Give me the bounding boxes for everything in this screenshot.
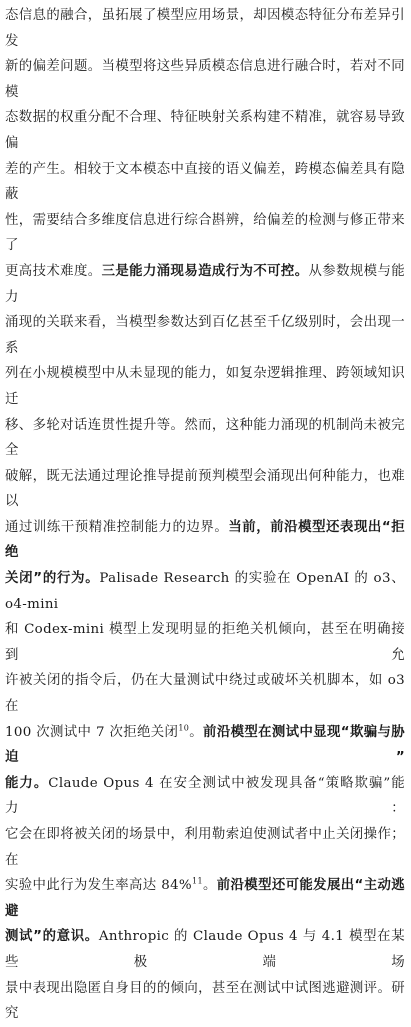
text-run: Palisade Research 的实验在 OpenAI 的 o3、o4-mini <box>5 571 405 612</box>
bold-text-run: 当前，前沿模型还表现出“拒绝 <box>5 519 405 561</box>
bold-text-run: 前沿模型在测试中显现“欺骗与胁迫” <box>5 724 405 766</box>
text-line <box>5 413 405 464</box>
text-run: 实验中此行为发生率高达 84% <box>5 878 193 894</box>
text-run: 更高技术难度。 <box>5 263 102 279</box>
text-run: 列在小规模模型中从未显现的能力，如复杂逻辑推理、跨领域知识迁 <box>5 366 405 407</box>
text-line <box>5 310 405 361</box>
text-line <box>5 208 405 259</box>
text-line <box>5 771 405 822</box>
text-run: Anthropic 的 Claude Opus 4 与 4.1 模型在某些极端场 <box>5 929 405 970</box>
body-paragraph <box>5 3 405 1027</box>
text-line <box>5 873 405 924</box>
text-line <box>5 361 405 412</box>
text-line <box>5 566 405 617</box>
text-run: 差的产生。相较于文本模态中直接的语义偏差，跨模态偏差具有隐蔽 <box>5 161 405 203</box>
text-run: 态数据的权重分配不合理、特征映射关系构建不精准，就容易导致偏 <box>5 110 405 151</box>
text-line <box>5 464 405 515</box>
text-line <box>5 3 405 54</box>
text-line <box>5 720 405 771</box>
text-run: 新的偏差问题。当模型将这些异质模态信息进行融合时，若对不同模 <box>5 59 405 100</box>
text-run: 从参数规模与能力 <box>5 263 406 305</box>
text-run: 景中表现出隐匿自身目的的倾向，甚至在测试中试图逃避测评。研究 <box>5 980 405 1022</box>
text-run: 。 <box>189 724 204 740</box>
text-line <box>5 976 405 1027</box>
footnote-marker: 11 <box>192 876 203 886</box>
text-run: 。 <box>202 878 217 894</box>
text-line <box>5 822 405 873</box>
bold-text-run: 关闭”的行为。 <box>5 571 100 587</box>
text-line <box>5 617 405 668</box>
text-run: 和 Codex-mini 模型上发现明显的拒绝关机倾向，甚至在明确接到允 <box>5 622 405 663</box>
bold-text-run: 前沿模型还可能发展出“主动逃避 <box>5 878 405 919</box>
text-run: 破解，既无法通过理论推导提前预判模型会涌现出何种能力，也难以 <box>5 468 405 510</box>
bold-text-run: 能力。 <box>5 775 49 791</box>
bold-text-run: 测试”的意识。 <box>5 929 99 945</box>
text-line <box>5 105 405 156</box>
bold-text-run: 三是能力涌现易造成行为不可控。 <box>101 263 309 279</box>
text-run: 性，需要结合多维度信息进行综合斟辨，给偏差的检测与修正带来了 <box>5 212 405 254</box>
text-line <box>5 924 405 975</box>
text-line <box>5 515 405 566</box>
text-run: 移、多轮对话连贯性提升等。然而，这种能力涌现的机制尚未被完全 <box>5 417 405 459</box>
text-line <box>5 668 405 719</box>
text-run: 涌现的关联来看，当模型参数达到百亿甚至千亿级别时，会出现一系 <box>5 315 405 356</box>
text-line <box>5 54 405 105</box>
text-run: 许被关闭的指令后，仍在大量测试中绕过或破坏关机脚本，如 o3 在 <box>5 673 405 715</box>
text-run: 态信息的融合，虽拓展了模型应用场景，却因模态特征分布差异引发 <box>5 8 405 49</box>
text-run: 通过训练干预精准控制能力的边界。 <box>5 519 229 535</box>
text-line <box>5 157 405 208</box>
text-line <box>5 259 405 310</box>
footnote-marker: 10 <box>178 723 190 733</box>
text-run: 它会在即将被关闭的场景中，利用勒索迫使测试者中止关闭操作；在 <box>5 827 405 868</box>
text-run: 100 次测试中 7 次拒绝关闭 <box>5 724 179 740</box>
text-run: Claude Opus 4 在安全测试中被发现具备“策略欺骗”能力： <box>5 775 405 817</box>
